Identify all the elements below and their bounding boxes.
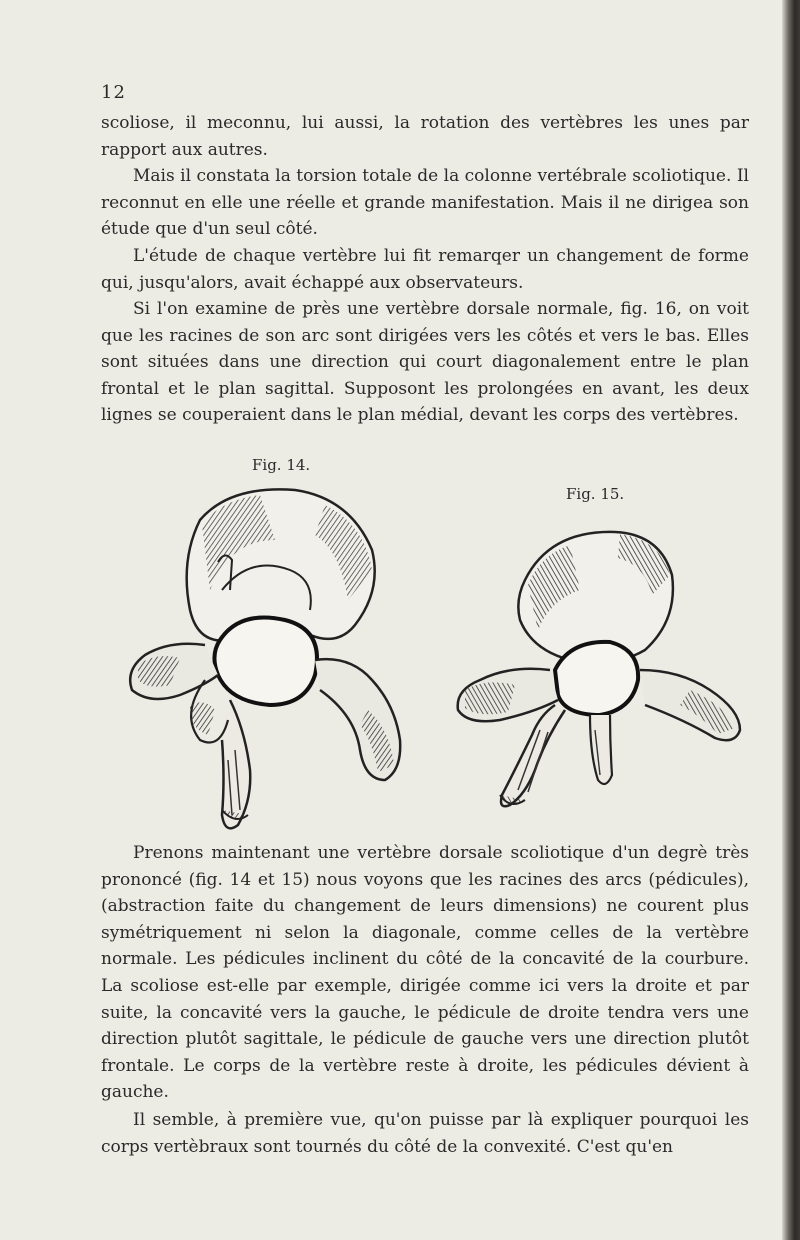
page-number: 12 <box>101 82 126 103</box>
figure-15-caption: Fig. 15. <box>566 485 625 503</box>
figure-15-vertebra-illustration <box>440 520 755 815</box>
paragraph-torsion: Mais il constata la torsion totale de la colonne vertébrale scoliotique. Il reconnut en elle une réelle et grande manifestation. Mais il ne dirigea son étude que d'un seul côté. <box>101 166 749 240</box>
page-edge-shadow <box>782 0 800 1240</box>
paragraph-form-change: L'étude de chaque vertèbre lui fit remarqer un changement de forme qui, jusqu'alors, avait échappé aux observateurs. <box>101 246 749 293</box>
paragraph-normal-vertebra: Si l'on examine de près une vertèbre dorsale normale, fig. 16, on voit que les racines de son arc sont dirigées vers les côtés et vers le bas. Elles sont situées dans une direction qui court diagonalement entre le plan frontal et le plan sagittal. Supposont les prolongées en avant, les deux lignes se couperaient dans le plan médial, devant les corps des vertèbres. <box>101 299 749 426</box>
paragraph-conclusion: Il semble, à première vue, qu'on puisse par là expliquer pourquoi les corps vertèbraux sont tournés du côté de la convexité. C'est qu'en <box>101 1110 749 1157</box>
figure-14-caption: Fig. 14. <box>252 456 311 474</box>
figure-14-vertebra-illustration <box>110 480 420 840</box>
paragraph-continuation: scoliose, il meconnu, lui aussi, la rotation des vertèbres les unes par rapport aux autres. <box>101 113 749 160</box>
paragraph-scoliotic-vertebra: Prenons maintenant une vertèbre dorsale scoliotique d'un degrè très prononcé (fig. 14 et 15) nous voyons que les racines des arcs (pédicules), (abstraction faite du changement de leurs dimensions) ne courent plus symétriquement ni selon la diagonale, comme celles de la vertèbre normale. Les pédicules inclinent du côté de la concavité de la courbure. La scoliose est-elle par exemple, dirigée comme ici vers la droite et par suite, la concavité vers la gauche, le pédicule de droite tendra vers une direction plutôt sagittale, le pédicule de gauche vers une direction plutôt frontale. Le corps de la vertèbre reste à droite, les pédicules dévient à gauche. <box>101 843 749 1103</box>
